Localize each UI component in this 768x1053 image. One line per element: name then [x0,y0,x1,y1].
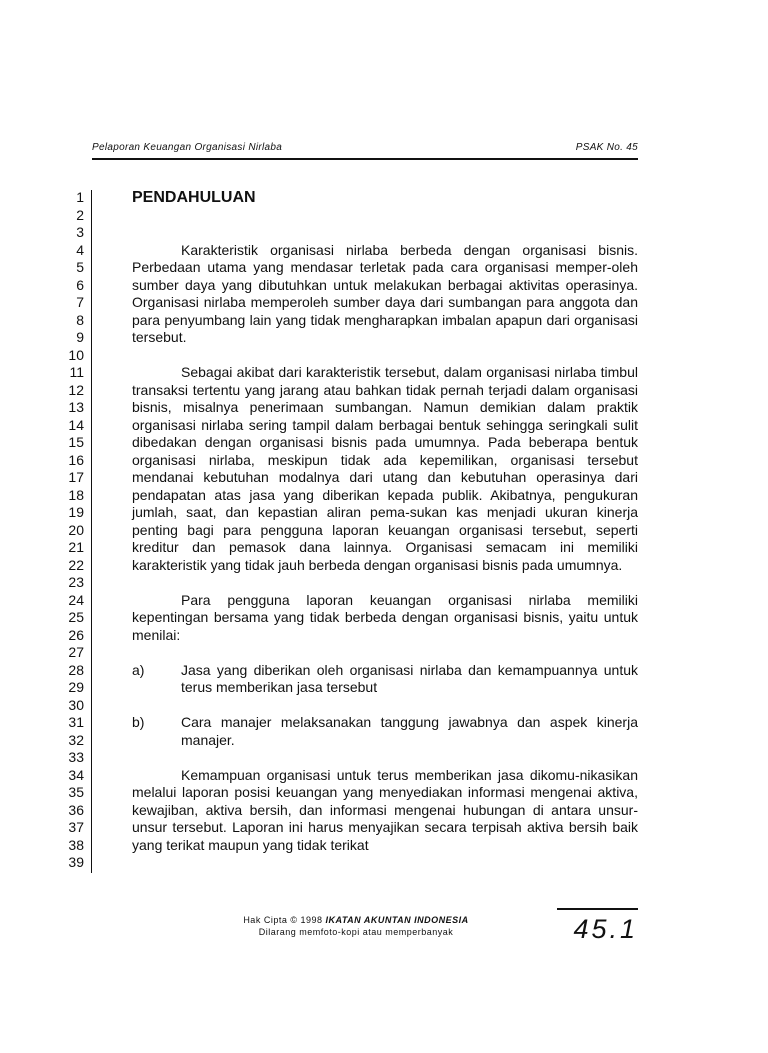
line-number: 25 [68,609,84,625]
copyright-organization: IKATAN AKUNTAN INDONESIA [325,915,469,925]
line-number: 31 [68,714,84,730]
line-number: 19 [68,504,84,520]
document-body [132,189,638,854]
paragraph-2: Sebagai akibat dari karakteristik tersebut, dalam organisasi nirlaba timbul transaksi tertentu yang jarang atau bahkan tidak pernah terjadi dalam organisasi bisnis, misalnya penerimaan sumbangan. Namun demikian dalam praktik organisasi nirlaba sering tampil dalam berbagai bentuk sehingga seringkali sulit dibedakan dengan organisasi bisnis pada umumnya. Pada beberapa bentuk organisasi nirlaba, meskipun tidak ada kepemilikan, organisasi tersebut mendanai kebutuhan modalnya dari utang dan kebutuhan operasinya dari pendapatan atas jasa yang diberikan kepada publik. Akibatnya, pengukuran jumlah, saat, dan kepastian aliran pema-sukan kas menjadi ukuran kinerja penting bagi para pengguna laporan keuangan organisasi tersebut, seperti kreditur dan pemasok dana lainnya. Organisasi semacam ini memiliki karakteristik yang tidak jauh berbeda dengan organisasi bisnis pada umumnya. [132,364,638,573]
line-number: 39 [68,854,84,870]
line-number: 15 [68,434,84,450]
list-item-text: Jasa yang diberikan oleh organisasi nirlaba dan kemampuannya untuk terus memberikan jasa tersebut [181,661,638,695]
line-number: 33 [68,749,84,765]
line-number: 1 [76,189,84,205]
list-marker: b) [132,714,145,730]
header-rule [92,158,638,160]
list-marker: a) [132,661,145,678]
list-item-text: Cara manajer melaksanakan tanggung jawabnya dan aspek kinerja manajer. [181,714,638,748]
line-number: 6 [76,276,84,293]
line-number-column [56,189,84,872]
line-number: 21 [68,539,84,555]
section-title: PENDAHULUAN [132,189,256,206]
header-standard-number: PSAK No. 45 [575,142,638,153]
line-number: 2 [76,206,84,223]
list-item [132,714,638,749]
line-number: 17 [68,469,84,485]
paragraph-1: Karakteristik organisasi nirlaba berbeda dengan organisasi bisnis. Perbedaan utama yang mendasar terletak pada cara organisasi memper-oleh sumber daya yang dibutuhkan untuk melakukan berbagai aktivitas operasinya. Organisasi nirlaba memperoleh sumber daya dari sumbangan para anggota dan para penyumbang lain yang tidak mengharapkan imbalan apapun dari organisasi tersebut. [132,241,638,345]
paragraph-3: Para pengguna laporan keuangan organisasi nirlaba memiliki kepentingan bersama yang tidak berbeda dengan organisasi bisnis, yaitu untuk menilai: [132,591,638,643]
line-number: 34 [68,766,84,783]
line-number: 11 [69,364,84,380]
line-number: 38 [68,836,84,853]
list-item [132,662,638,697]
copyright-notice [226,914,486,938]
line-number: 5 [76,259,84,275]
line-number: 18 [68,486,84,503]
line-number: 35 [68,784,84,800]
line-number: 9 [76,329,84,345]
line-number: 28 [68,661,84,678]
line-number: 32 [68,731,84,748]
line-number: 30 [68,696,84,713]
line-number: 12 [68,381,84,398]
line-number: 8 [76,311,84,328]
line-number: 14 [68,416,84,433]
page-number: 45.1 [573,914,638,944]
line-number: 29 [68,679,84,695]
line-number: 16 [68,451,84,468]
footer-rule [557,908,638,910]
line-number: 23 [68,574,84,590]
copyright-prefix: Hak Cipta © 1998 [243,915,323,925]
line-number: 10 [68,346,84,363]
line-number: 37 [68,819,84,835]
line-number: 22 [68,556,84,573]
line-number: 20 [68,521,84,538]
line-number: 7 [76,294,84,310]
line-number-rule [91,190,92,873]
paragraph-4: Kemampuan organisasi untuk terus memberikan jasa dikomu-nikasikan melalui laporan posisi keuangan yang menyediakan informasi mengenai aktiva, kewajiban, aktiva bersih, dan informasi mengenai hubungan di antara unsur-unsur tersebut. Laporan ini harus menyajikan secara terpisah aktiva bersih baik yang terikat maupun yang tidak terikat [132,766,638,853]
running-header [92,142,638,158]
line-number: 26 [68,626,84,643]
line-number: 24 [68,591,84,608]
line-number: 4 [76,241,84,258]
line-number: 13 [68,399,84,415]
line-number: 3 [76,224,84,240]
line-number: 27 [68,644,84,660]
header-title: Pelaporan Keuangan Organisasi Nirlaba [92,142,283,153]
line-number: 36 [68,801,84,818]
copy-restriction: Dilarang memfoto-kopi atau memperbanyak [258,927,454,937]
